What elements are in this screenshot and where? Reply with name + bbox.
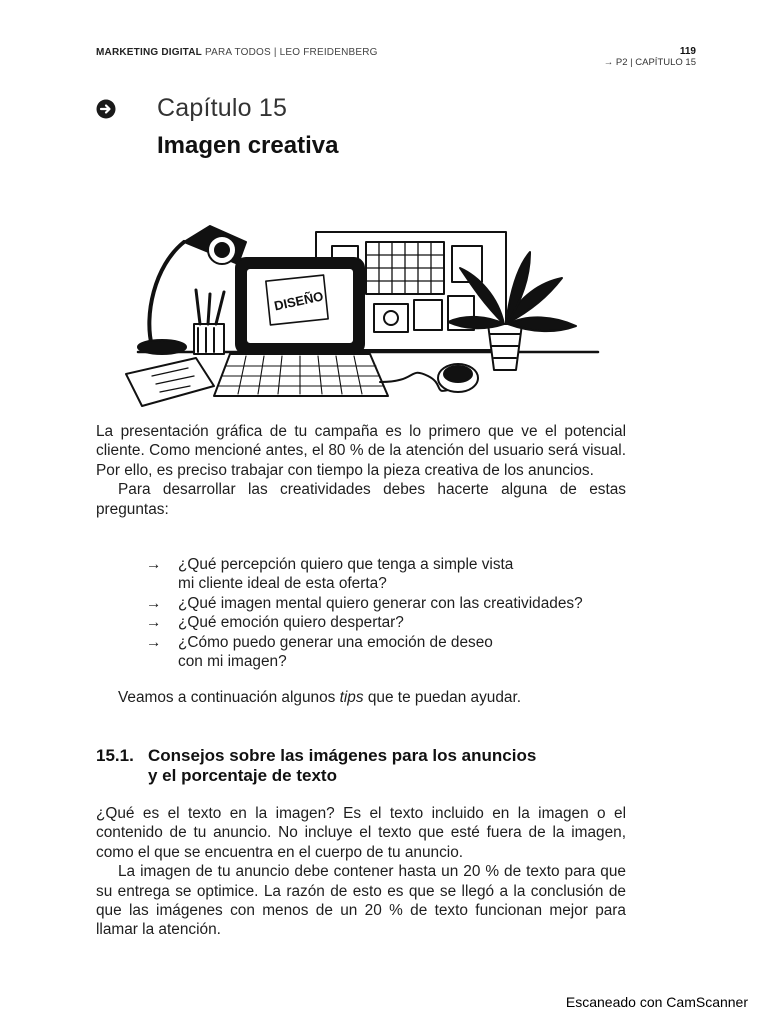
page-meta [604,46,696,68]
arrow-right-icon: → [146,594,162,612]
arrow-right-icon: → [146,633,162,651]
section-number: 15.1. [96,746,134,765]
section-title-line-2: y el porcentaje de texto [148,766,337,785]
book-subtitle: PARA TODOS | LEO FREIDENBERG [204,47,378,58]
scanner-watermark: Escaneado con CamScanner [565,994,748,1010]
section-heading [96,746,536,786]
section-paragraph-2: La imagen de tu anuncio debe contener hasta un 20 % de texto para que su entrega se optimice. La razón de esto es que se llegó a la conclusión de que las imágenes con menos de un 20 % de texto funcionan mejor para llamar la atención. [96,863,626,939]
section-reference: → P2 | CAPÍTULO 15 [603,57,696,68]
arrow-circle-icon [96,99,116,119]
arrow-right-icon: → [146,556,162,573]
list-item: → ¿Qué emoción quiero despertar? [146,614,404,632]
list-item: → ¿Qué imagen mental quiero generar con las creatividades? [146,594,583,612]
chapter-label: Capítulo 15 [157,94,288,122]
note-text: DISEÑO [272,288,325,314]
page-number: 119 [679,46,696,57]
running-header [96,47,378,58]
section-body [96,804,626,940]
desk-illustration [118,206,606,420]
arrow-right-icon: → [146,614,162,632]
list-item: → ¿Cómo puedo generar una emoción de deseo con mi imagen? [146,633,493,671]
intro-text [96,422,626,519]
intro-paragraph-2: Para desarrollar las creatividades debes hacerte alguna de estas preguntas: [96,481,626,518]
section-title-line-1: Consejos sobre las imágenes para los anuncios [148,746,537,765]
chapter-title: Imagen creativa [157,132,339,159]
book-title: MARKETING DIGITAL [96,47,202,58]
question-list [146,555,626,671]
list-item: → ¿Qué percepción quiero que tenga a simple vista mi cliente ideal de esta oferta? [146,556,514,593]
tips-line: Veamos a continuación algunos tips que te puedan ayudar. [118,689,522,706]
section-paragraph-1: ¿Qué es el texto en la imagen? Es el texto incluido en la imagen o el contenido de tu anuncio. No incluye el texto que esté fuera de la imagen, como el que se encuentra en el cuerpo de tu anuncio. [96,805,626,861]
intro-paragraph-1: La presentación gráfica de tu campaña es lo primero que ve el potencial cliente. Como mencioné antes, el 80 % de la atención del usuario será visual. Por ello, es preciso trabajar con tiempo la pieza creativa de los anuncios. [96,423,626,479]
